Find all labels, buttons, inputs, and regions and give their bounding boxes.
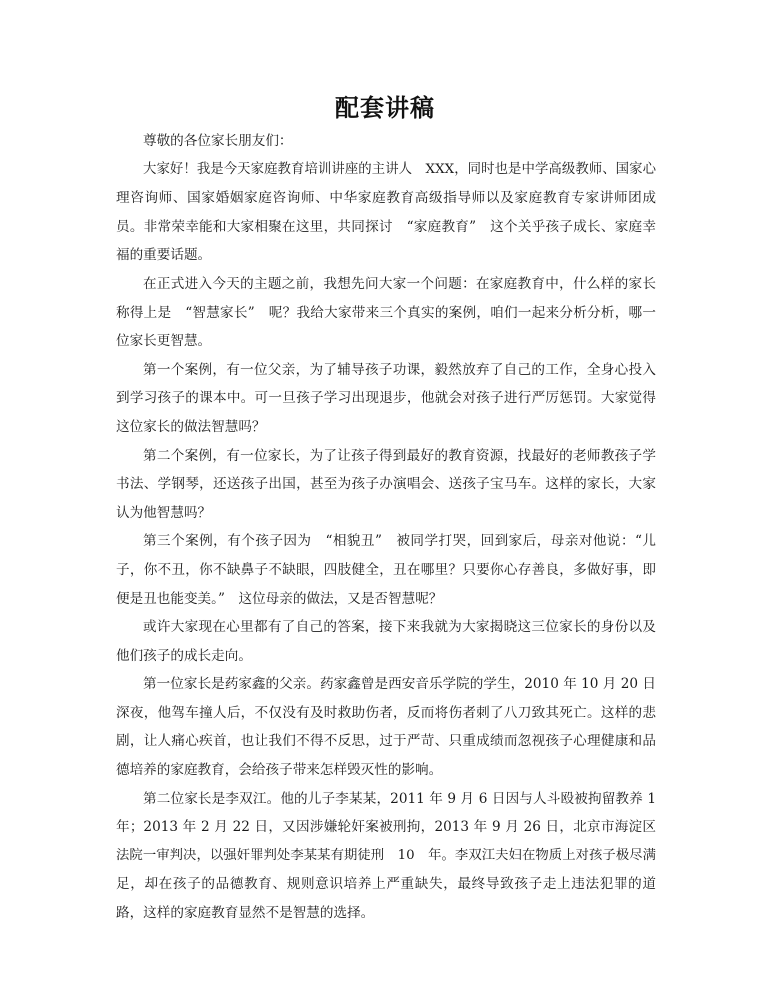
paragraph	[116, 442, 656, 528]
text-line: 他们孩子的成长走向。	[116, 647, 252, 664]
document-title: 配套讲稿	[335, 93, 435, 122]
text-line: 第一个案例，有一位父亲，为了辅导孩子功课，毅然放弃了自己的工作，全身心投入	[143, 361, 656, 378]
text-line: 第一位家长是药家鑫的父亲。药家鑫曾是西安音乐学院的学生，2010 年 10 月 20 日	[143, 676, 656, 693]
document-body	[116, 127, 656, 928]
text-line: 理咨询师、国家婚姻家庭咨询师、中华家庭教育高级指导师以及家庭教育专家讲师团成	[116, 190, 656, 207]
text-line: 深夜，他驾车撞人后，不仅没有及时救助伤者，反而将伤者刺了八刀致其死亡。这样的悲	[116, 704, 656, 721]
text-line: 在正式进入今天的主题之前，我想先问大家一个问题：在家庭教育中，什么样的家长	[143, 275, 656, 292]
text-line: 到学习孩子的课本中。可一旦孩子学习出现退步，他就会对孩子进行严厉惩罚。大家觉得	[116, 390, 656, 407]
paragraph	[116, 613, 656, 670]
paragraph	[116, 785, 656, 928]
text-line: 福的重要话题。	[116, 247, 212, 264]
text-line: 称得上是 “智慧家长” 呢？我给大家带来三个真实的案例，咱们一起来分析分析，哪一	[116, 304, 656, 321]
text-line: 足，却在孩子的品德教育、规则意识培养上严重缺失，最终导致孩子走上违法犯罪的道	[116, 876, 656, 893]
text-line: 尊敬的各位家长朋友们：	[143, 133, 293, 149]
text-line: 剧，让人痛心疾首，也让我们不得不反思，过于严苛、只重成绩而忽视孩子心理健康和品	[116, 733, 656, 750]
text-line: 德培养的家庭教育，会给孩子带来怎样毁灭性的影响。	[116, 762, 443, 779]
paragraph	[116, 356, 656, 442]
paragraph	[116, 527, 656, 613]
paragraph	[116, 670, 656, 784]
text-line: 便是丑也能变美。” 这位母亲的做法，又是否智慧呢？	[116, 590, 443, 607]
text-line: 子，你不丑，你不缺鼻子不缺眼，四肢健全，丑在哪里？只要你心存善良，多做好事，即	[116, 561, 656, 578]
paragraph	[116, 270, 656, 356]
text-line: 或许大家现在心里都有了自己的答案，接下来我就为大家揭晓这三位家长的身份以及	[143, 619, 656, 636]
text-line: 大家好！我是今天家庭教育培训讲座的主讲人 XXX，同时也是中学高级教师、国家心	[143, 161, 656, 177]
paragraph	[116, 127, 656, 156]
text-line: 第二个案例，有一位家长，为了让孩子得到最好的教育资源，找最好的老师教孩子学	[143, 447, 656, 464]
text-line: 位家长更智慧。	[116, 333, 212, 350]
paragraph	[116, 156, 656, 270]
text-line: 路，这样的家庭教育显然不是智慧的选择。	[116, 905, 375, 922]
text-line: 年；2013 年 2 月 22 日，又因涉嫌轮奸案被刑拘，2013 年 9 月 26 日，北京市海淀区	[116, 819, 656, 836]
text-line: 认为他智慧吗？	[116, 504, 212, 521]
text-line: 第二位家长是李双江。他的儿子李某某，2011 年 9 月 6 日因与人斗殴被拘留教养 1	[143, 790, 656, 807]
text-line: 书法、学钢琴，还送孩子出国，甚至为孩子办演唱会、送孩子宝马车。这样的家长，大家	[116, 476, 656, 493]
text-line: 法院一审判决，以强奸罪判处李某某有期徒刑 10 年。李双江夫妇在物质上对孩子极尽满	[116, 847, 656, 863]
text-line: 这位家长的做法智慧吗？	[116, 418, 266, 435]
text-line: 员。非常荣幸能和大家相聚在这里，共同探讨 “家庭教育” 这个关乎孩子成长、家庭幸	[116, 218, 656, 235]
text-line: 第三个案例，有个孩子因为 “相貌丑” 被同学打哭，回到家后，母亲对他说：“儿	[143, 533, 656, 550]
